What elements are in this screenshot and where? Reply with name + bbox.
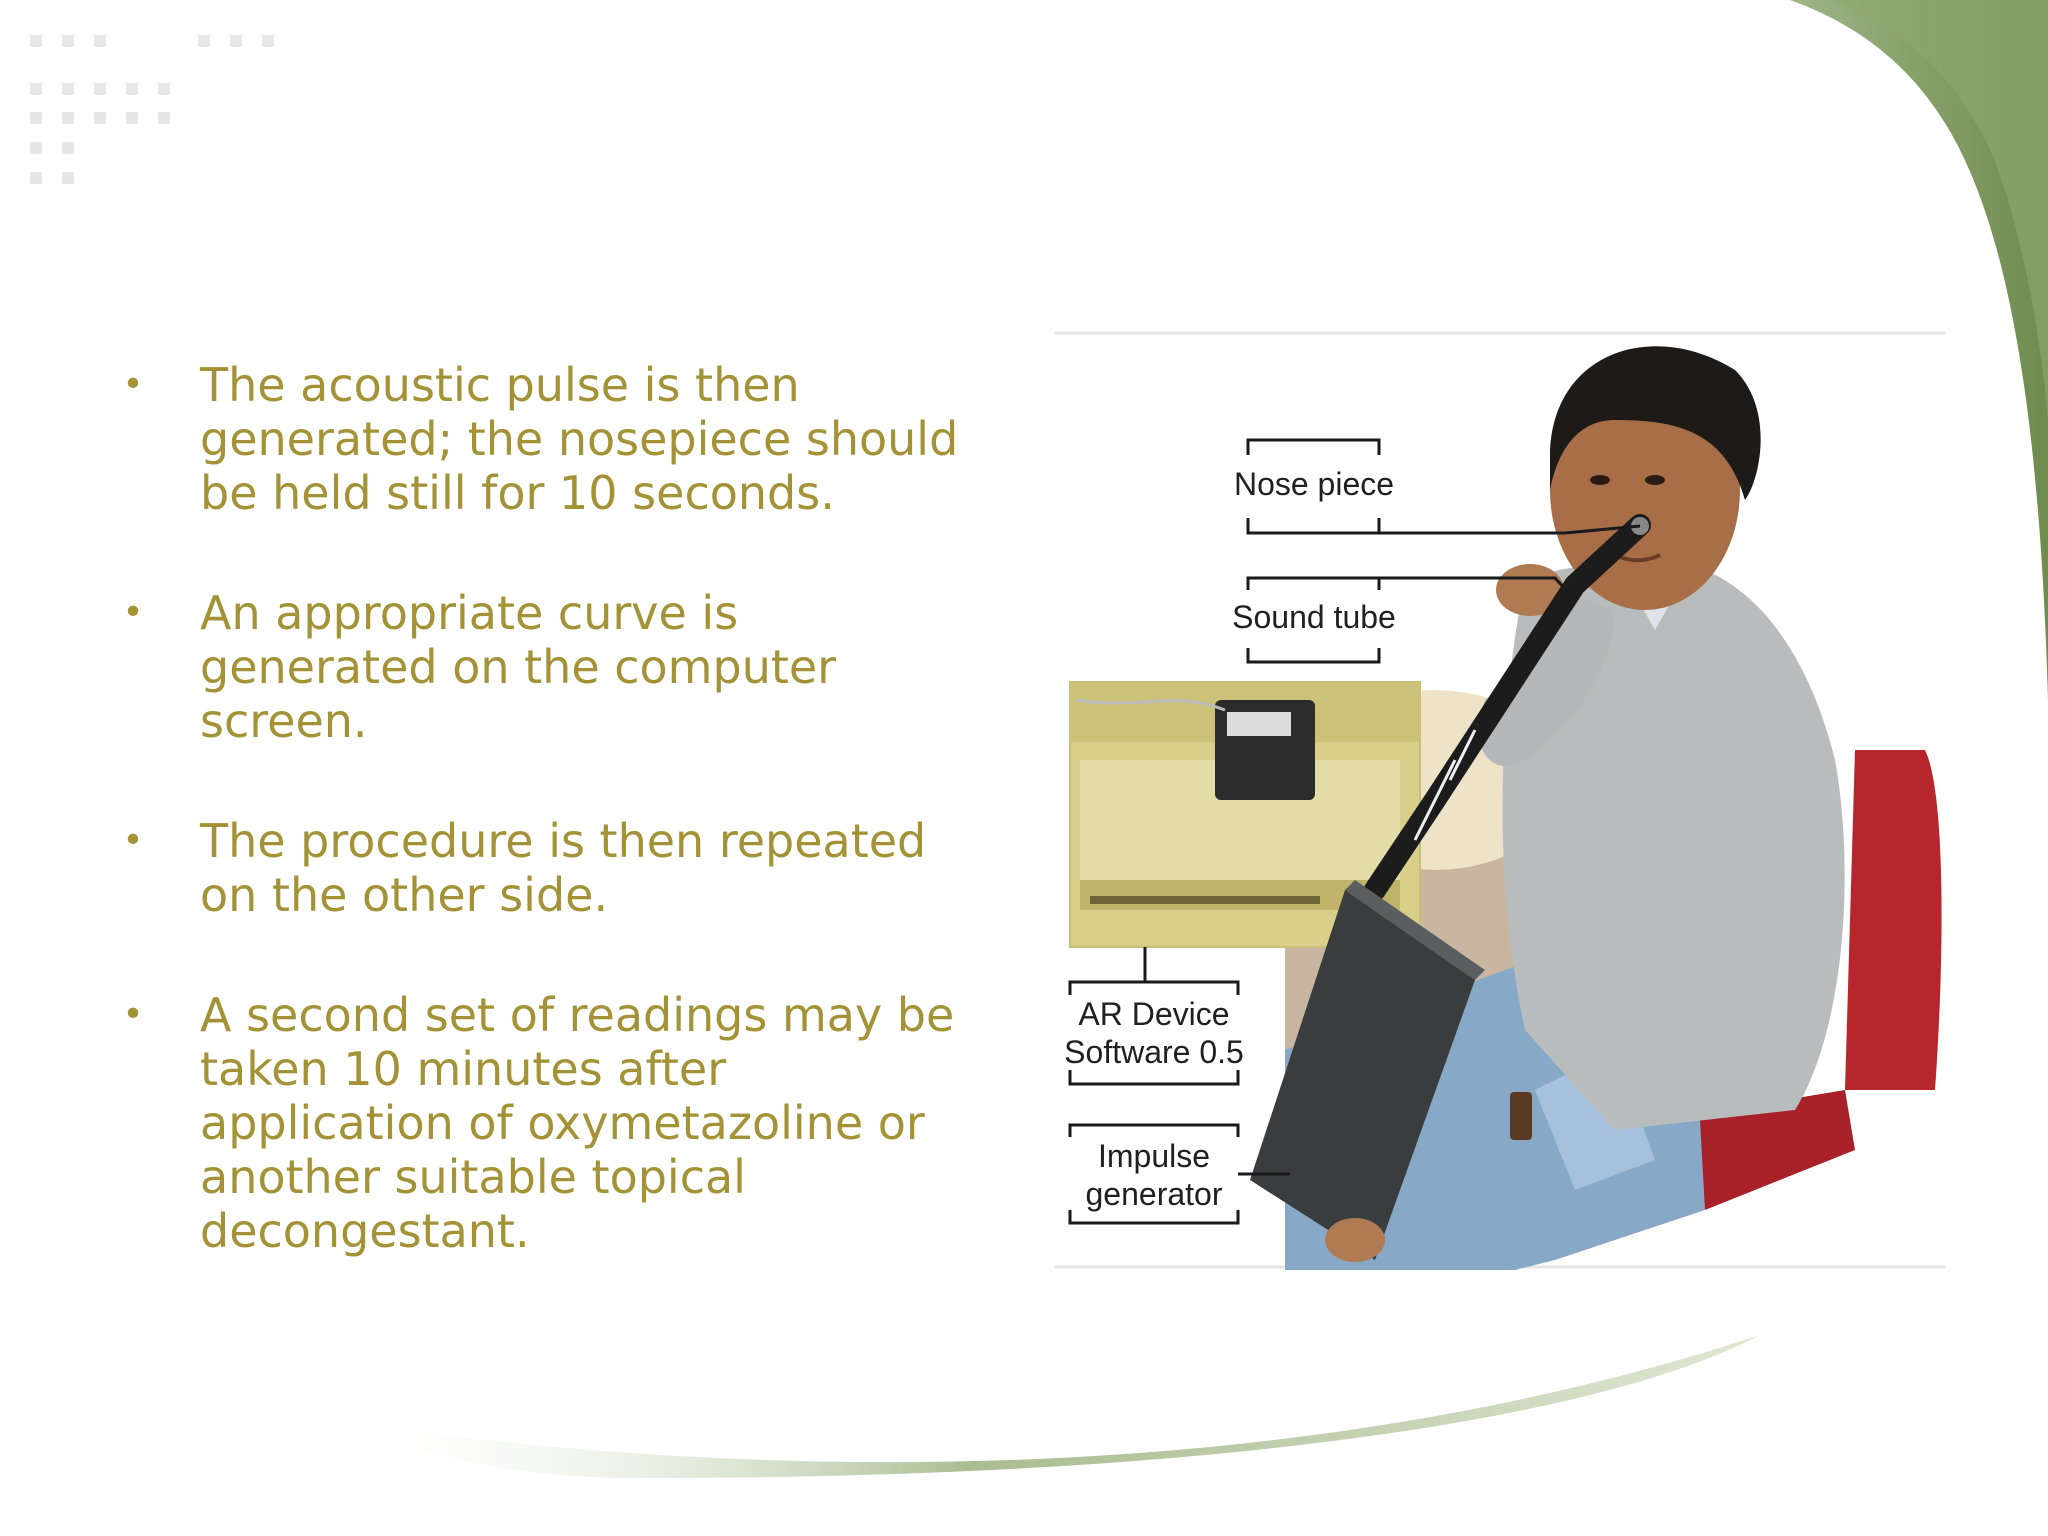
callout-impulse-line1: Impulse bbox=[1097, 1138, 1211, 1174]
bullet-glyph: • bbox=[122, 820, 144, 861]
bullet-text: An appropriate curve is generated on the computer screen. bbox=[200, 586, 837, 748]
bullet-item bbox=[118, 358, 978, 520]
bullet-text: The procedure is then repeated on the other side. bbox=[200, 814, 927, 922]
callout-nose-piece bbox=[1230, 465, 1398, 503]
callout-impulse-generator bbox=[1060, 1137, 1248, 1213]
callout-sound-tube-text: Sound tube bbox=[1232, 599, 1396, 635]
bullet-item bbox=[118, 586, 978, 748]
bullet-text: A second set of readings may be taken 10 minutes after application of oxymetazoline or another suitable topical decongestant. bbox=[200, 988, 955, 1258]
callout-ar-device-line2: Software 0.5 bbox=[1064, 1034, 1244, 1070]
callout-nose-piece-text: Nose piece bbox=[1233, 466, 1395, 502]
bullet-glyph: • bbox=[122, 592, 144, 633]
chair-back bbox=[1845, 750, 1942, 1090]
hand-lower bbox=[1325, 1218, 1385, 1262]
bullet-text: The acoustic pulse is then generated; the nosepiece should be held still for 10 seconds. bbox=[200, 358, 959, 520]
bottom-curve bbox=[330, 1335, 1760, 1478]
callout-sound-tube bbox=[1230, 598, 1398, 636]
wristwatch bbox=[1510, 1092, 1532, 1140]
bullet-glyph: • bbox=[122, 994, 144, 1035]
bullet-list bbox=[118, 358, 978, 1324]
bullet-glyph: • bbox=[122, 364, 144, 405]
callout-impulse-line2: generator bbox=[1085, 1176, 1223, 1212]
callout-ar-device bbox=[1060, 995, 1248, 1071]
callout-ar-device-line1: AR Device bbox=[1078, 996, 1230, 1032]
bullet-item bbox=[118, 814, 978, 922]
bullet-item bbox=[118, 988, 978, 1258]
figure-illustration bbox=[1055, 330, 1945, 1270]
dot-grid-decoration bbox=[30, 30, 290, 200]
acoustic-rhinometry-figure bbox=[1055, 330, 1945, 1270]
